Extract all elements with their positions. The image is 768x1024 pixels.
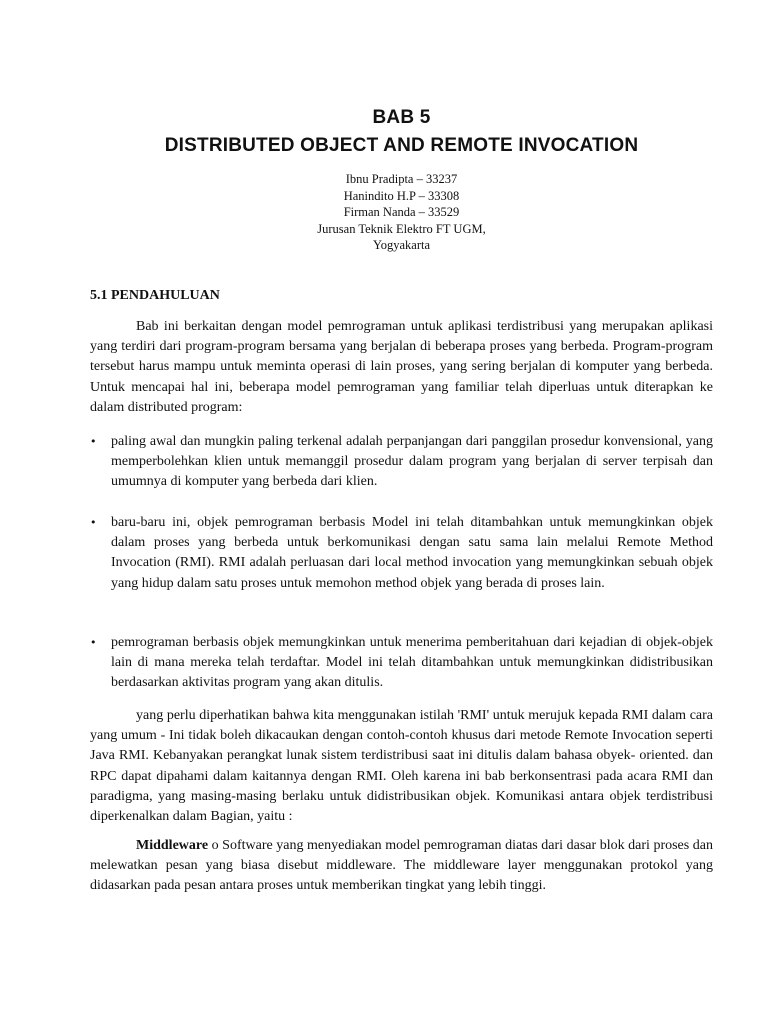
list-item-text: baru-baru ini, objek pemrograman berbasis Model ini telah ditambahkan untuk memungkinkan objek dalam proses yang berbeda untuk berkomunikasi dengan satu sama lain melalui Remote Method Invocation (RMI). RMI adalah perluasan dari local method invocation yang memungkinkan sebuah objek yang hidup dalam satu proses untuk memohon method objek yang berada di proses lain. xyxy=(111,515,713,591)
bullet-symbol: • xyxy=(90,435,97,448)
section-heading: 5.1 PENDAHULUAN xyxy=(90,288,220,303)
bullet-symbol: • xyxy=(90,636,97,649)
list-item-text: paling awal dan mungkin paling terkenal adalah perpanjangan dari panggilan prosedur konvensional, yang memperbolehkan klien untuk memanggil prosedur dalam program yang berjalan di server terpisah dan umumnya di komputer yang berbeda dari klien. xyxy=(111,434,713,490)
city-line: Yogyakarta xyxy=(372,238,431,252)
chapter-number: BAB 5 xyxy=(372,107,431,128)
rmi-paragraph: yang perlu diperhatikan bahwa kita menggunakan istilah 'RMI' untuk merujuk kepada RMI dalam cara yang umum - Ini tidak boleh dikacaukan dengan contoh-contoh khusus dari metode Remote Invocation seperti Java RMI. Kebanyakan perangkat lunak sistem terdistribusi saat ini ditulis dalam bahasa obyek- oriented. dan RPC dapat dipahami dalam kaitannya dengan RMI. Oleh karena ini bab berkonsentrasi pada acara RMI dan paradigma, yang masing-masing berlaku untuk didistribusikan objek. Komunikasi antara objek terdistribusi diperkenalkan dalam Bagian, yaitu : xyxy=(90,708,713,825)
middleware-text: o Software yang menyediakan model pemrograman diatas dari dasar blok dari proses dan melewatkan pesan yang biasa disebut middleware. The middleware layer menggunakan protokol yang didasarkan pada pesan antara proses untuk memberikan tingkat yang lebih tinggi. xyxy=(90,838,713,894)
chapter-title-block xyxy=(90,104,713,160)
author-line: Ibnu Pradipta – 33237 xyxy=(345,172,458,186)
middleware-term: Middleware xyxy=(136,838,209,853)
affiliation-line: Jurusan Teknik Elektro FT UGM, xyxy=(317,221,486,236)
author-block xyxy=(90,171,713,254)
middleware-paragraph xyxy=(90,836,713,897)
author-line: Hanindito H.P – 33308 xyxy=(343,188,460,203)
bullet-symbol: • xyxy=(90,516,97,529)
author-line: Firman Nanda – 33529 xyxy=(343,205,460,219)
chapter-title: DISTRIBUTED OBJECT AND REMOTE INVOCATION xyxy=(164,135,639,156)
list-item-text: pemrograman berbasis objek memungkinkan untuk menerima pemberitahuan dari kejadian di objek-objek lain di mana mereka telah terdaftar. Model ini telah ditambahkan untuk memungkinkan didistribusikan berdasarkan aktivitas program yang akan ditulis. xyxy=(111,635,713,691)
intro-paragraph: Bab ini berkaitan dengan model pemrograman untuk aplikasi terdistribusi yang merupakan aplikasi yang terdiri dari program-program bersama yang berjalan di beberapa proses yang berbeda. Program-program tersebut harus mampu untuk meminta operasi di lain proses, yang sering berjalan di komputer yang berbeda. Untuk mencapai hal ini, beberapa model pemrograman yang familiar telah diperluas untuk diterapkan ke dalam distributed program: xyxy=(90,319,713,415)
